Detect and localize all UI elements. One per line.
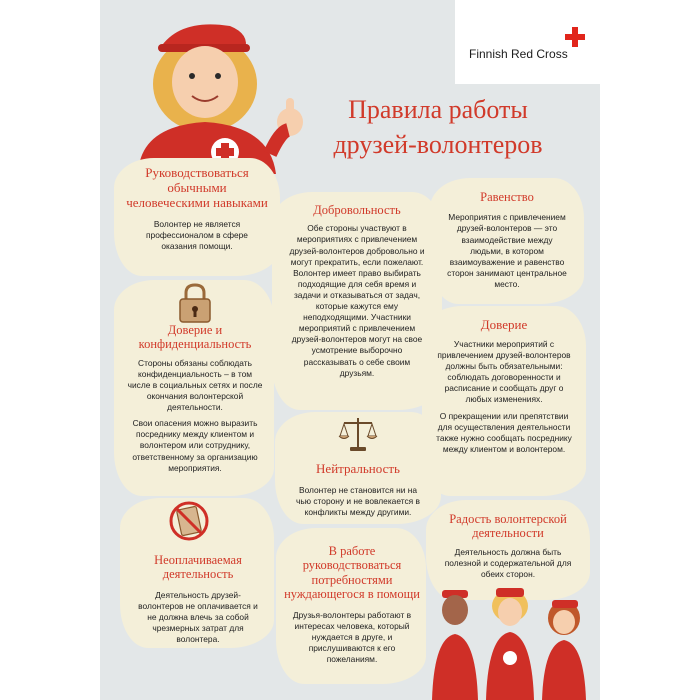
title-line-1: Правила работы: [348, 95, 528, 124]
finnish-red-cross-logo: [455, 0, 600, 84]
card-unpaid-title: Неоплачиваемая деятельность: [154, 553, 242, 582]
logo-text: Finnish Red Cross: [469, 47, 568, 61]
card-skills: [124, 166, 270, 252]
lock-icon: [176, 282, 214, 324]
volunteer-mascot-illustration: [120, 14, 320, 174]
card-skills-text: Волонтер не является профессионалом в сфере оказания помощи.: [146, 218, 248, 251]
card-joy: [432, 512, 584, 580]
card-equality-title: Равенство: [480, 190, 534, 204]
card-unpaid: [128, 553, 268, 645]
card-neutrality-title: Нейтральность: [316, 461, 400, 476]
card-neutrality-text: Волонтер не становится ни на чью сторону и не вовлекается в конфликты между другими.: [296, 484, 420, 518]
card-confidentiality-title: Доверие и конфиденциальность: [138, 323, 252, 352]
red-cross-icon: [565, 27, 585, 47]
card-trust-title: Доверие: [480, 317, 528, 332]
card-equality: [438, 190, 576, 290]
card-skills-title: Руководствоваться обычными человеческими навыками: [126, 165, 268, 210]
card-needs: [284, 544, 420, 665]
card-trust: [430, 318, 578, 455]
card-confidentiality-text-2: Свои опасения можно выразить посреднику между клиентом и волонтером или сотруднику, ответственному за организацию мероприятия.: [132, 418, 258, 473]
card-needs-title: В работе руководствоваться потребностями нуждающегося в помощи: [284, 544, 420, 602]
card-trust-text-1: Участники мероприятий с привлечением друзей-волонтеров должны быть обязательными: соблюдать договоренности и расписание и сообщать друг о любых изменениях.: [437, 338, 571, 405]
card-confidentiality: [122, 323, 268, 474]
card-voluntary-text: Обе стороны участвуют в мероприятиях с привлечением друзей-волонтеров добровольно и могут прекратить, если пожелают. Волонтер имеет право выбирать подходящие для себя время и задачи и отказываться от задач, которые кажутся ему неподходящими. Участники мероприятий с привлечением друзей-волонтеров могут на свое усмотрение выборочно рассказывать о себе своим друзьям.: [289, 223, 425, 378]
card-needs-text: Друзья-волонтеры работают в интересах человека, который нуждается в друге, и прислушиваются к его пожеланиям.: [292, 609, 412, 664]
card-confidentiality-text-1: Стороны обязаны соблюдать конфиденциальность – в том числе в социальных сетях и после окончания волонтерской деятельности.: [127, 357, 263, 413]
card-neutrality: [285, 462, 431, 518]
card-joy-title: Радость волонтерской деятельности: [449, 512, 567, 541]
card-trust-text-2: О прекращении или препятствии для осуществления деятельности также нужно сообщать посреднику между клиентом и волонтером.: [436, 410, 572, 454]
card-voluntary-title: Добровольность: [313, 203, 401, 217]
card-voluntary: [282, 203, 432, 379]
title-line-2: друзей-волонтеров: [333, 130, 543, 160]
poster: [100, 0, 600, 700]
card-equality-text: Мероприятия с привлечением друзей-волонтеров — это взаимодействие между людьми, в котором взаимоуважение и равенство сторон занимают центральное место.: [447, 212, 567, 289]
page-title: [308, 92, 568, 162]
no-money-icon: [168, 500, 210, 542]
scales-icon: [338, 414, 378, 454]
card-unpaid-text: Деятельность друзей-волонтеров не оплачивается и не должна влечь за собой чрезмерных затрат для волонтера.: [138, 589, 258, 645]
card-joy-text: Деятельность должна быть полезной и содержательной для обеих сторон.: [444, 546, 572, 579]
three-volunteers-illustration: [430, 584, 590, 700]
